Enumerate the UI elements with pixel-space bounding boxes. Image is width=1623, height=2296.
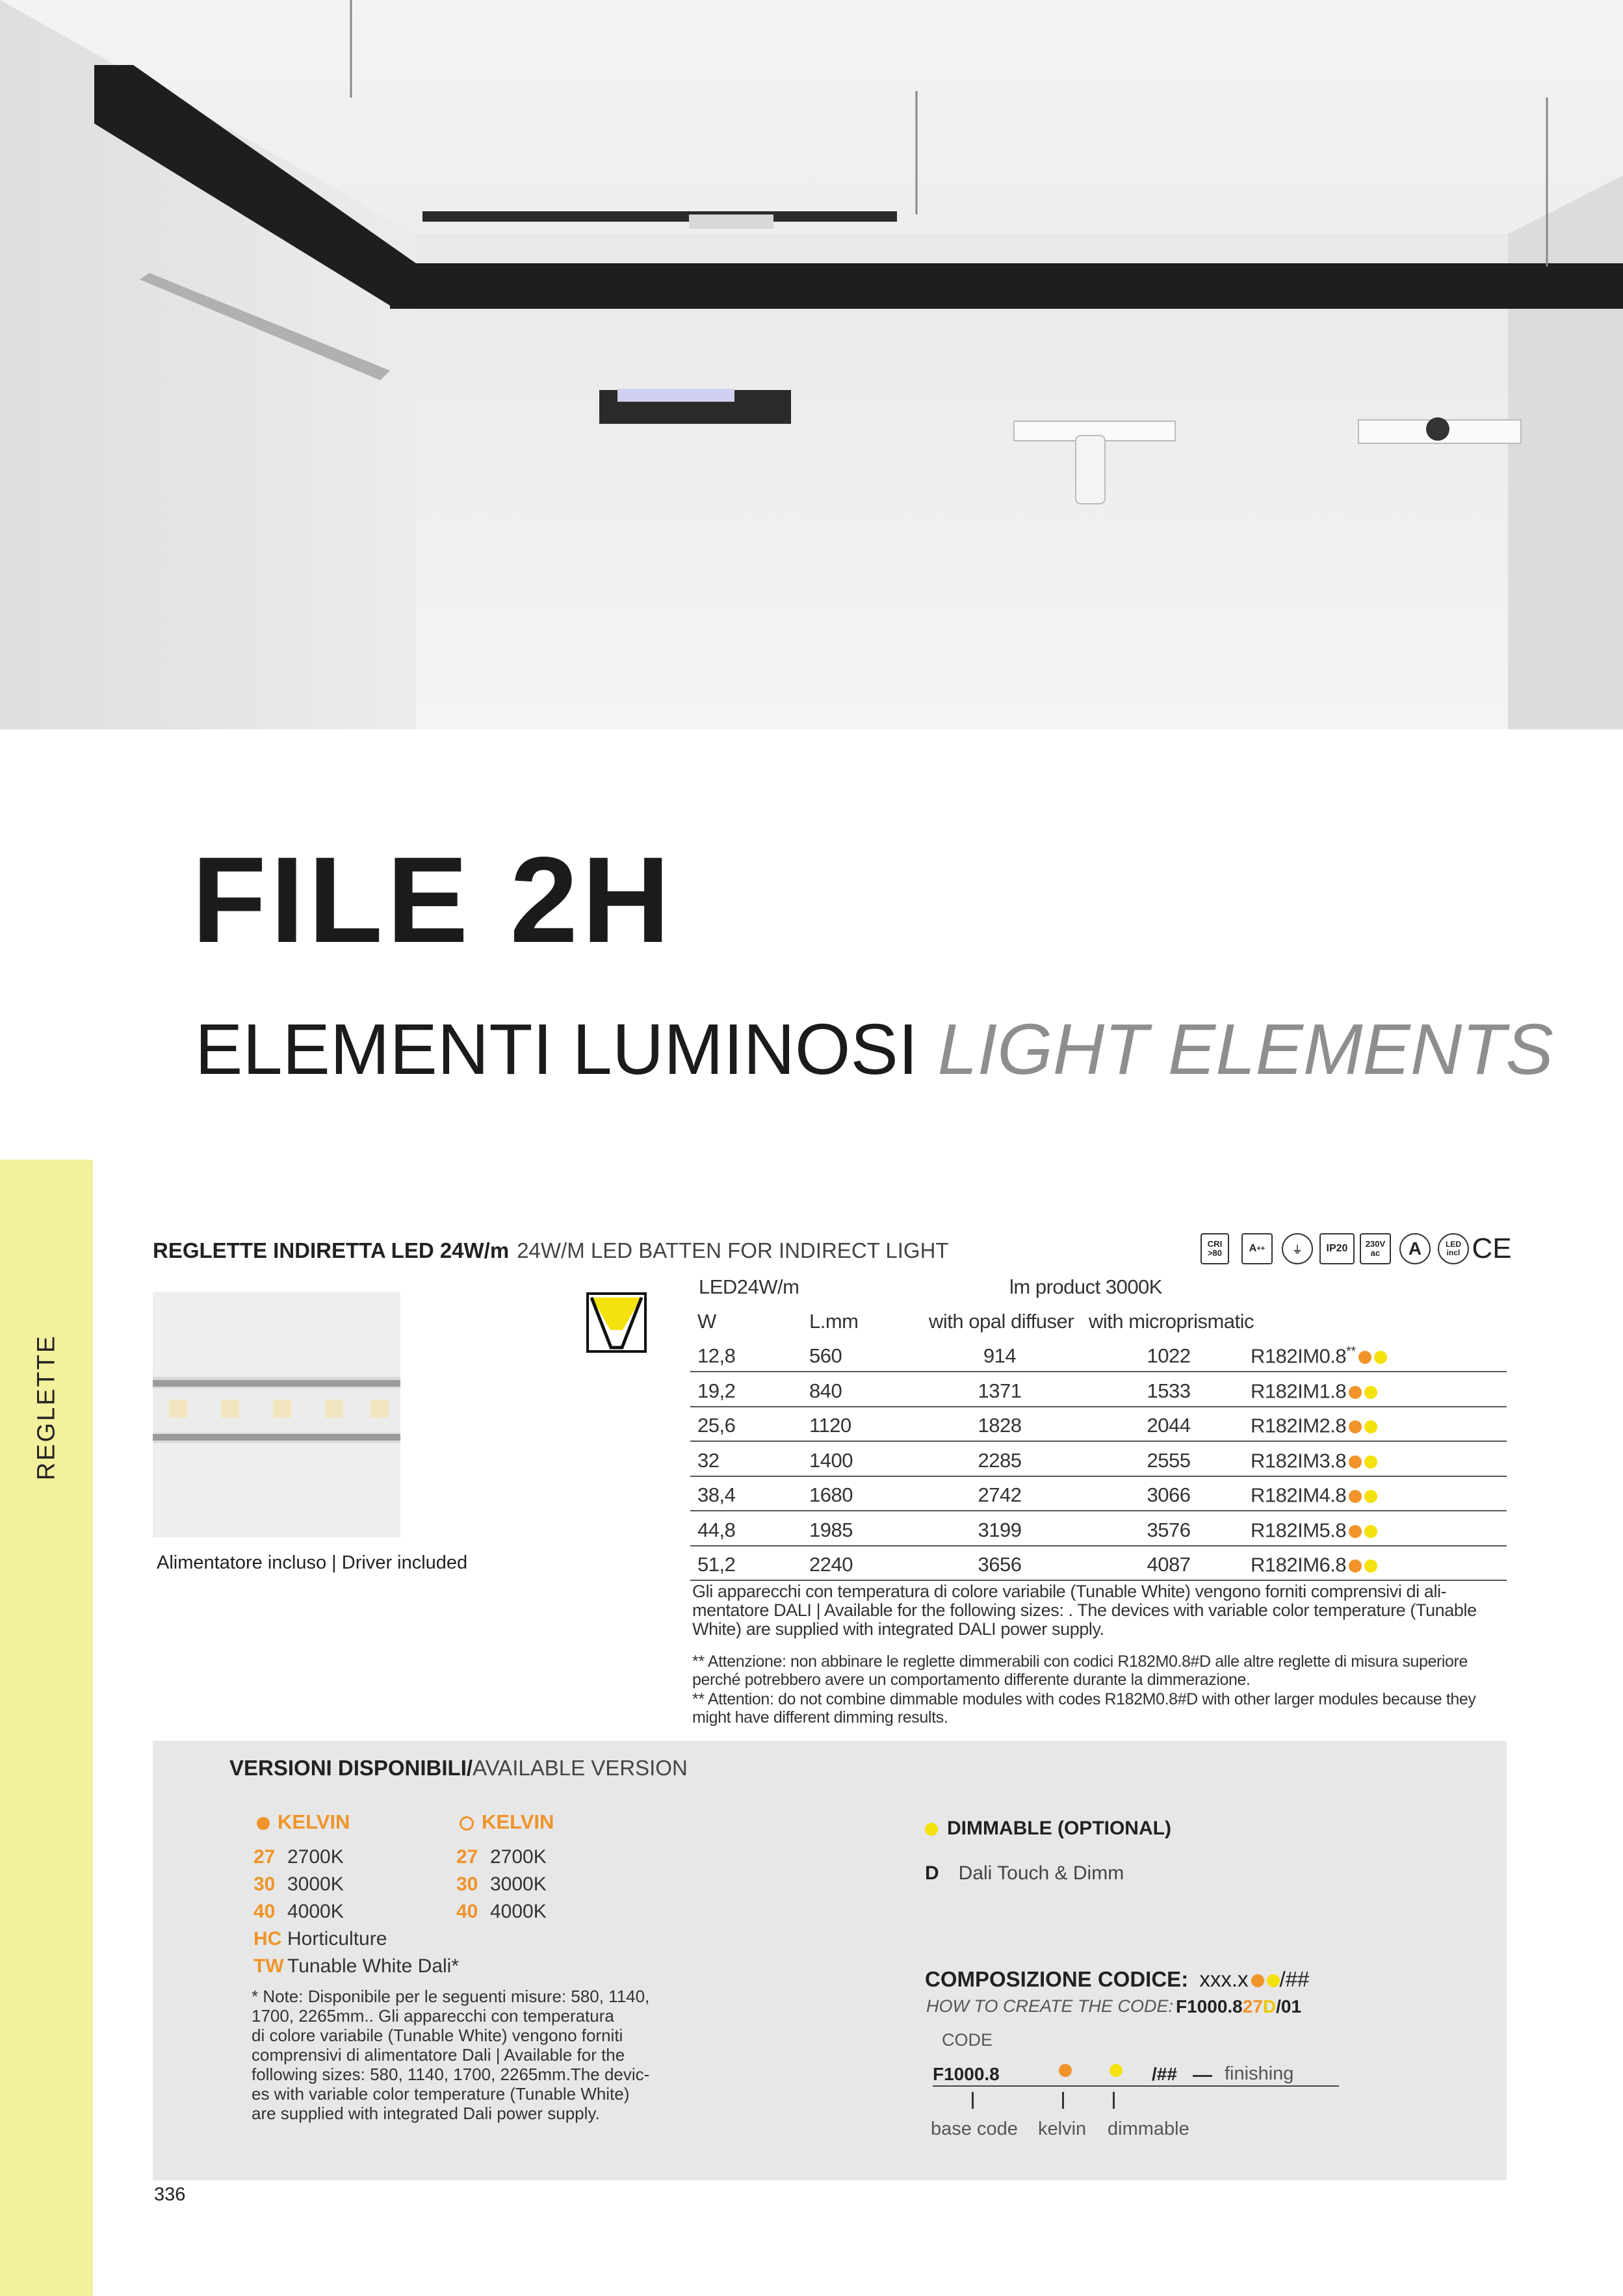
dimmable-code: D	[925, 1862, 939, 1884]
table-cell-code	[1251, 1483, 1377, 1507]
versions-panel	[153, 1741, 1507, 2180]
kelvin-code: TW	[253, 1955, 284, 1977]
table-cell: 44,8	[697, 1518, 736, 1541]
column-header: with opal diffuser	[929, 1310, 1074, 1333]
code-line	[933, 2085, 1339, 2087]
versions-note-line: are supplied with integrated Dali power supply.	[252, 2104, 600, 2123]
section-heading-bold: REGLETTE INDIRETTA LED 24W/m	[153, 1238, 510, 1262]
kelvin-option	[456, 1901, 547, 1923]
finishing-label: finishing	[1225, 2063, 1294, 2084]
table-cell: 1400	[809, 1448, 853, 1472]
table-cell: 1680	[809, 1483, 853, 1506]
kelvin-option	[253, 1901, 344, 1923]
tick	[1113, 2092, 1115, 2109]
table-cell: 3066	[1147, 1483, 1191, 1506]
kelvin-code: 27	[253, 1846, 276, 1868]
note-warning-it: ** Attenzione: non abbinare le reglette dimmerabili con codici R182M0.8#D alle altre reglette di misura superiore perché potrebbero avere un comportamento differente durante la dimmerazione.	[692, 1652, 1468, 1689]
yellow-dot-icon	[1110, 2064, 1123, 2077]
table-row-divider	[690, 1441, 1507, 1442]
table-cell-code	[1251, 1553, 1377, 1576]
code-finishing: /##	[1152, 2064, 1177, 2084]
yellow-dot-icon	[1364, 1559, 1377, 1572]
tick	[972, 2092, 974, 2109]
product-code: R182IM2.8	[1251, 1414, 1347, 1437]
page-number: 336	[154, 2184, 186, 2205]
kelvin-filled-header: KELVIN	[257, 1810, 350, 1834]
note-warning-en: ** Attention: do not combine dimmable modules with codes R182M0.8#D with other larger modules because they might have different dimming results.	[692, 1690, 1476, 1727]
kelvin-option	[253, 1928, 387, 1950]
orange-dot-icon	[1251, 1974, 1264, 1987]
product-code: R182IM1.8	[1251, 1379, 1347, 1402]
kelvin-label: 4000K	[490, 1901, 547, 1922]
kelvin-option	[253, 1846, 344, 1868]
kelvin-label: 2700K	[490, 1846, 547, 1868]
versions-heading-bold: VERSIONI DISPONIBILI/	[229, 1756, 473, 1780]
label-dimmable: dimmable	[1108, 2119, 1189, 2139]
versions-note-line: comprensivi di alimentatore Dali | Available for the	[252, 2045, 625, 2065]
column-header: with microprismatic	[1089, 1310, 1254, 1333]
versions-note-line: 1700, 2265mm.. Gli apparecchi con temperatura	[252, 2006, 614, 2026]
orange-dot-icon	[1349, 1559, 1362, 1572]
table-cell: 1533	[1147, 1379, 1191, 1402]
led-included-icon: LED incl	[1438, 1233, 1469, 1264]
product-code: R182IM0.8	[1251, 1344, 1347, 1368]
subtitle-english: LIGHT ELEMENTS	[937, 1010, 1553, 1089]
versions-heading	[229, 1756, 688, 1781]
table-cell: 19,2	[697, 1379, 736, 1402]
versions-note-line: * Note: Disponibile per le seguenti misure: 580, 1140,	[252, 1987, 650, 2006]
voltage-icon: 230V ac	[1360, 1233, 1391, 1264]
kelvin-label: Horticulture	[287, 1928, 387, 1950]
kelvin-option	[456, 1873, 547, 1896]
table-cell: 51,2	[697, 1553, 736, 1576]
versions-note-line: following sizes: 580, 1140, 1700, 2265mm.The devic-	[252, 2065, 650, 2084]
energy-class-icon: A ++	[1241, 1233, 1273, 1264]
cri-icon: CRI >80	[1201, 1233, 1229, 1264]
yellow-dot-icon	[925, 1823, 938, 1836]
kelvin-option	[456, 1846, 547, 1868]
kelvin-label: Tunable White Dali*	[287, 1955, 460, 1977]
section-heading	[153, 1238, 949, 1263]
table-cell: 12,8	[697, 1344, 736, 1367]
column-header: W	[697, 1310, 716, 1333]
label-base-code: base code	[931, 2119, 1018, 2139]
kelvin-code: HC	[253, 1928, 282, 1950]
kelvin-option	[253, 1873, 344, 1896]
kelvin-code: 27	[456, 1846, 478, 1868]
dimmable-header: DIMMABLE (OPTIONAL)	[925, 1818, 1171, 1840]
section-heading-english: 24W/M LED BATTEN FOR INDIRECT LIGHT	[517, 1238, 949, 1262]
dimmable-text: Dali Touch & Dimm	[958, 1862, 1124, 1884]
versions-note-line: di colore variabile (Tunable White) vengono forniti	[252, 2026, 623, 2045]
kelvin-code: 30	[456, 1873, 478, 1895]
code-base: F1000.8	[933, 2064, 1000, 2084]
orange-dot-icon	[1349, 1525, 1362, 1538]
page-subtitle	[195, 1010, 1553, 1089]
page-title: FILE 2H	[192, 831, 674, 968]
table-row-divider	[690, 1545, 1507, 1546]
earth-icon: ⏚	[1282, 1233, 1313, 1264]
kelvin-code: 40	[456, 1901, 478, 1922]
code-example: F1000.827D/01	[1176, 1996, 1302, 2016]
ce-icon: CE	[1472, 1233, 1512, 1264]
table-cell-code	[1251, 1519, 1377, 1542]
table-cell: 4087	[1147, 1553, 1191, 1576]
table-cell: 32	[697, 1448, 720, 1472]
how-to-label: HOW TO CREATE THE CODE:	[926, 1996, 1174, 2016]
orange-dot-icon	[1059, 2064, 1072, 2077]
orange-outline-dot-icon	[460, 1816, 474, 1831]
table-row-divider	[690, 1371, 1507, 1372]
kelvin-code: 40	[253, 1901, 276, 1922]
product-code: R182IM3.8	[1251, 1448, 1347, 1472]
table-cell-code	[1251, 1344, 1387, 1368]
table-cell: 560	[809, 1344, 842, 1367]
table-cell: 3576	[1147, 1518, 1191, 1541]
yellow-dot-icon	[1364, 1490, 1377, 1503]
hero-photo	[0, 0, 1623, 729]
tick	[1062, 2092, 1064, 2109]
label-kelvin: kelvin	[1038, 2119, 1087, 2139]
table-cell-code	[1251, 1449, 1377, 1472]
a-mark-icon: A	[1399, 1233, 1431, 1264]
table-cell: 25,6	[697, 1414, 736, 1437]
table-cell: 2742	[978, 1483, 1022, 1506]
table-cell-code	[1251, 1379, 1377, 1403]
driver-caption: Alimentatore incluso | Driver included	[157, 1552, 468, 1573]
yellow-dot-icon	[1364, 1420, 1377, 1433]
kelvin-label: 3000K	[490, 1873, 547, 1895]
column-header: L.mm	[809, 1310, 859, 1333]
table-cell: 1120	[809, 1414, 851, 1437]
kelvin-label: 2700K	[287, 1846, 344, 1868]
orange-dot-icon	[1349, 1490, 1362, 1503]
versions-note-line: es with variable color temperature (Tunable White)	[252, 2084, 630, 2104]
orange-filled-dot-icon	[257, 1817, 270, 1830]
table-cell: 38,4	[697, 1483, 736, 1506]
yellow-dot-icon	[1364, 1525, 1377, 1538]
side-tab-label: REGLETTE	[32, 1334, 60, 1481]
product-code: R182IM5.8	[1251, 1518, 1347, 1541]
table-cell: 2285	[978, 1448, 1022, 1472]
table-cell: 2044	[1147, 1414, 1191, 1437]
dash	[1193, 2075, 1212, 2077]
product-code: R182IM4.8	[1251, 1483, 1347, 1507]
yellow-dot-icon	[1374, 1351, 1387, 1364]
table-group-header-right: lm product 3000K	[1009, 1275, 1162, 1298]
table-cell: 1985	[809, 1518, 853, 1541]
orange-dot-icon	[1349, 1420, 1362, 1433]
kelvin-outline-header: KELVIN	[460, 1810, 554, 1834]
table-cell: 840	[809, 1379, 842, 1402]
table-cell-code	[1251, 1414, 1377, 1437]
kelvin-label: 4000K	[287, 1901, 344, 1922]
code-label: CODE	[942, 2030, 993, 2050]
orange-dot-icon	[1358, 1351, 1371, 1364]
table-cell: 3199	[978, 1518, 1022, 1541]
table-cell: 1022	[1147, 1344, 1191, 1367]
orange-dot-icon	[1349, 1386, 1362, 1399]
table-row-divider	[690, 1476, 1507, 1477]
orange-dot-icon	[1349, 1455, 1362, 1468]
table-cell: 2240	[809, 1553, 853, 1576]
subtitle-italian: ELEMENTI LUMINOSI	[195, 1010, 918, 1089]
table-row-divider	[690, 1406, 1507, 1407]
product-photo	[153, 1292, 400, 1537]
yellow-dot-icon	[1364, 1386, 1377, 1399]
code-composition-heading: COMPOSIZIONE CODICE: xxx.x /##	[925, 1967, 1310, 1991]
table-cell: 2555	[1147, 1448, 1191, 1472]
ip20-icon: IP20	[1319, 1233, 1355, 1264]
kelvin-code: 30	[253, 1873, 276, 1895]
table-group-header-left: LED24W/m	[699, 1275, 799, 1298]
yellow-dot-icon	[1364, 1455, 1377, 1468]
kelvin-option	[253, 1955, 459, 1977]
table-row-divider	[690, 1580, 1507, 1581]
kelvin-label: 3000K	[287, 1873, 344, 1895]
table-cell: 1371	[978, 1379, 1022, 1402]
product-code-suffix: **	[1346, 1344, 1356, 1359]
dimmable-option	[925, 1862, 1124, 1885]
table-cell: 1828	[978, 1414, 1022, 1437]
note-tunable-white: Gli apparecchi con temperatura di colore variabile (Tunable White) vengono forniti comprensivi di ali-mentatore DALI | Available for the following sizes: . The devices with variable color temperature (Tunable White) are supplied with integrated DALI power supply.	[692, 1582, 1477, 1639]
side-tab	[0, 1160, 93, 2296]
versions-heading-english: AVAILABLE VERSION	[473, 1756, 688, 1780]
table-cell: 914	[983, 1344, 1017, 1367]
yellow-dot-icon	[1267, 1974, 1280, 1987]
product-code: R182IM6.8	[1251, 1553, 1347, 1576]
table-cell: 3656	[978, 1553, 1022, 1576]
table-row-divider	[690, 1510, 1507, 1511]
dimmable-symbol-icon	[586, 1292, 647, 1353]
